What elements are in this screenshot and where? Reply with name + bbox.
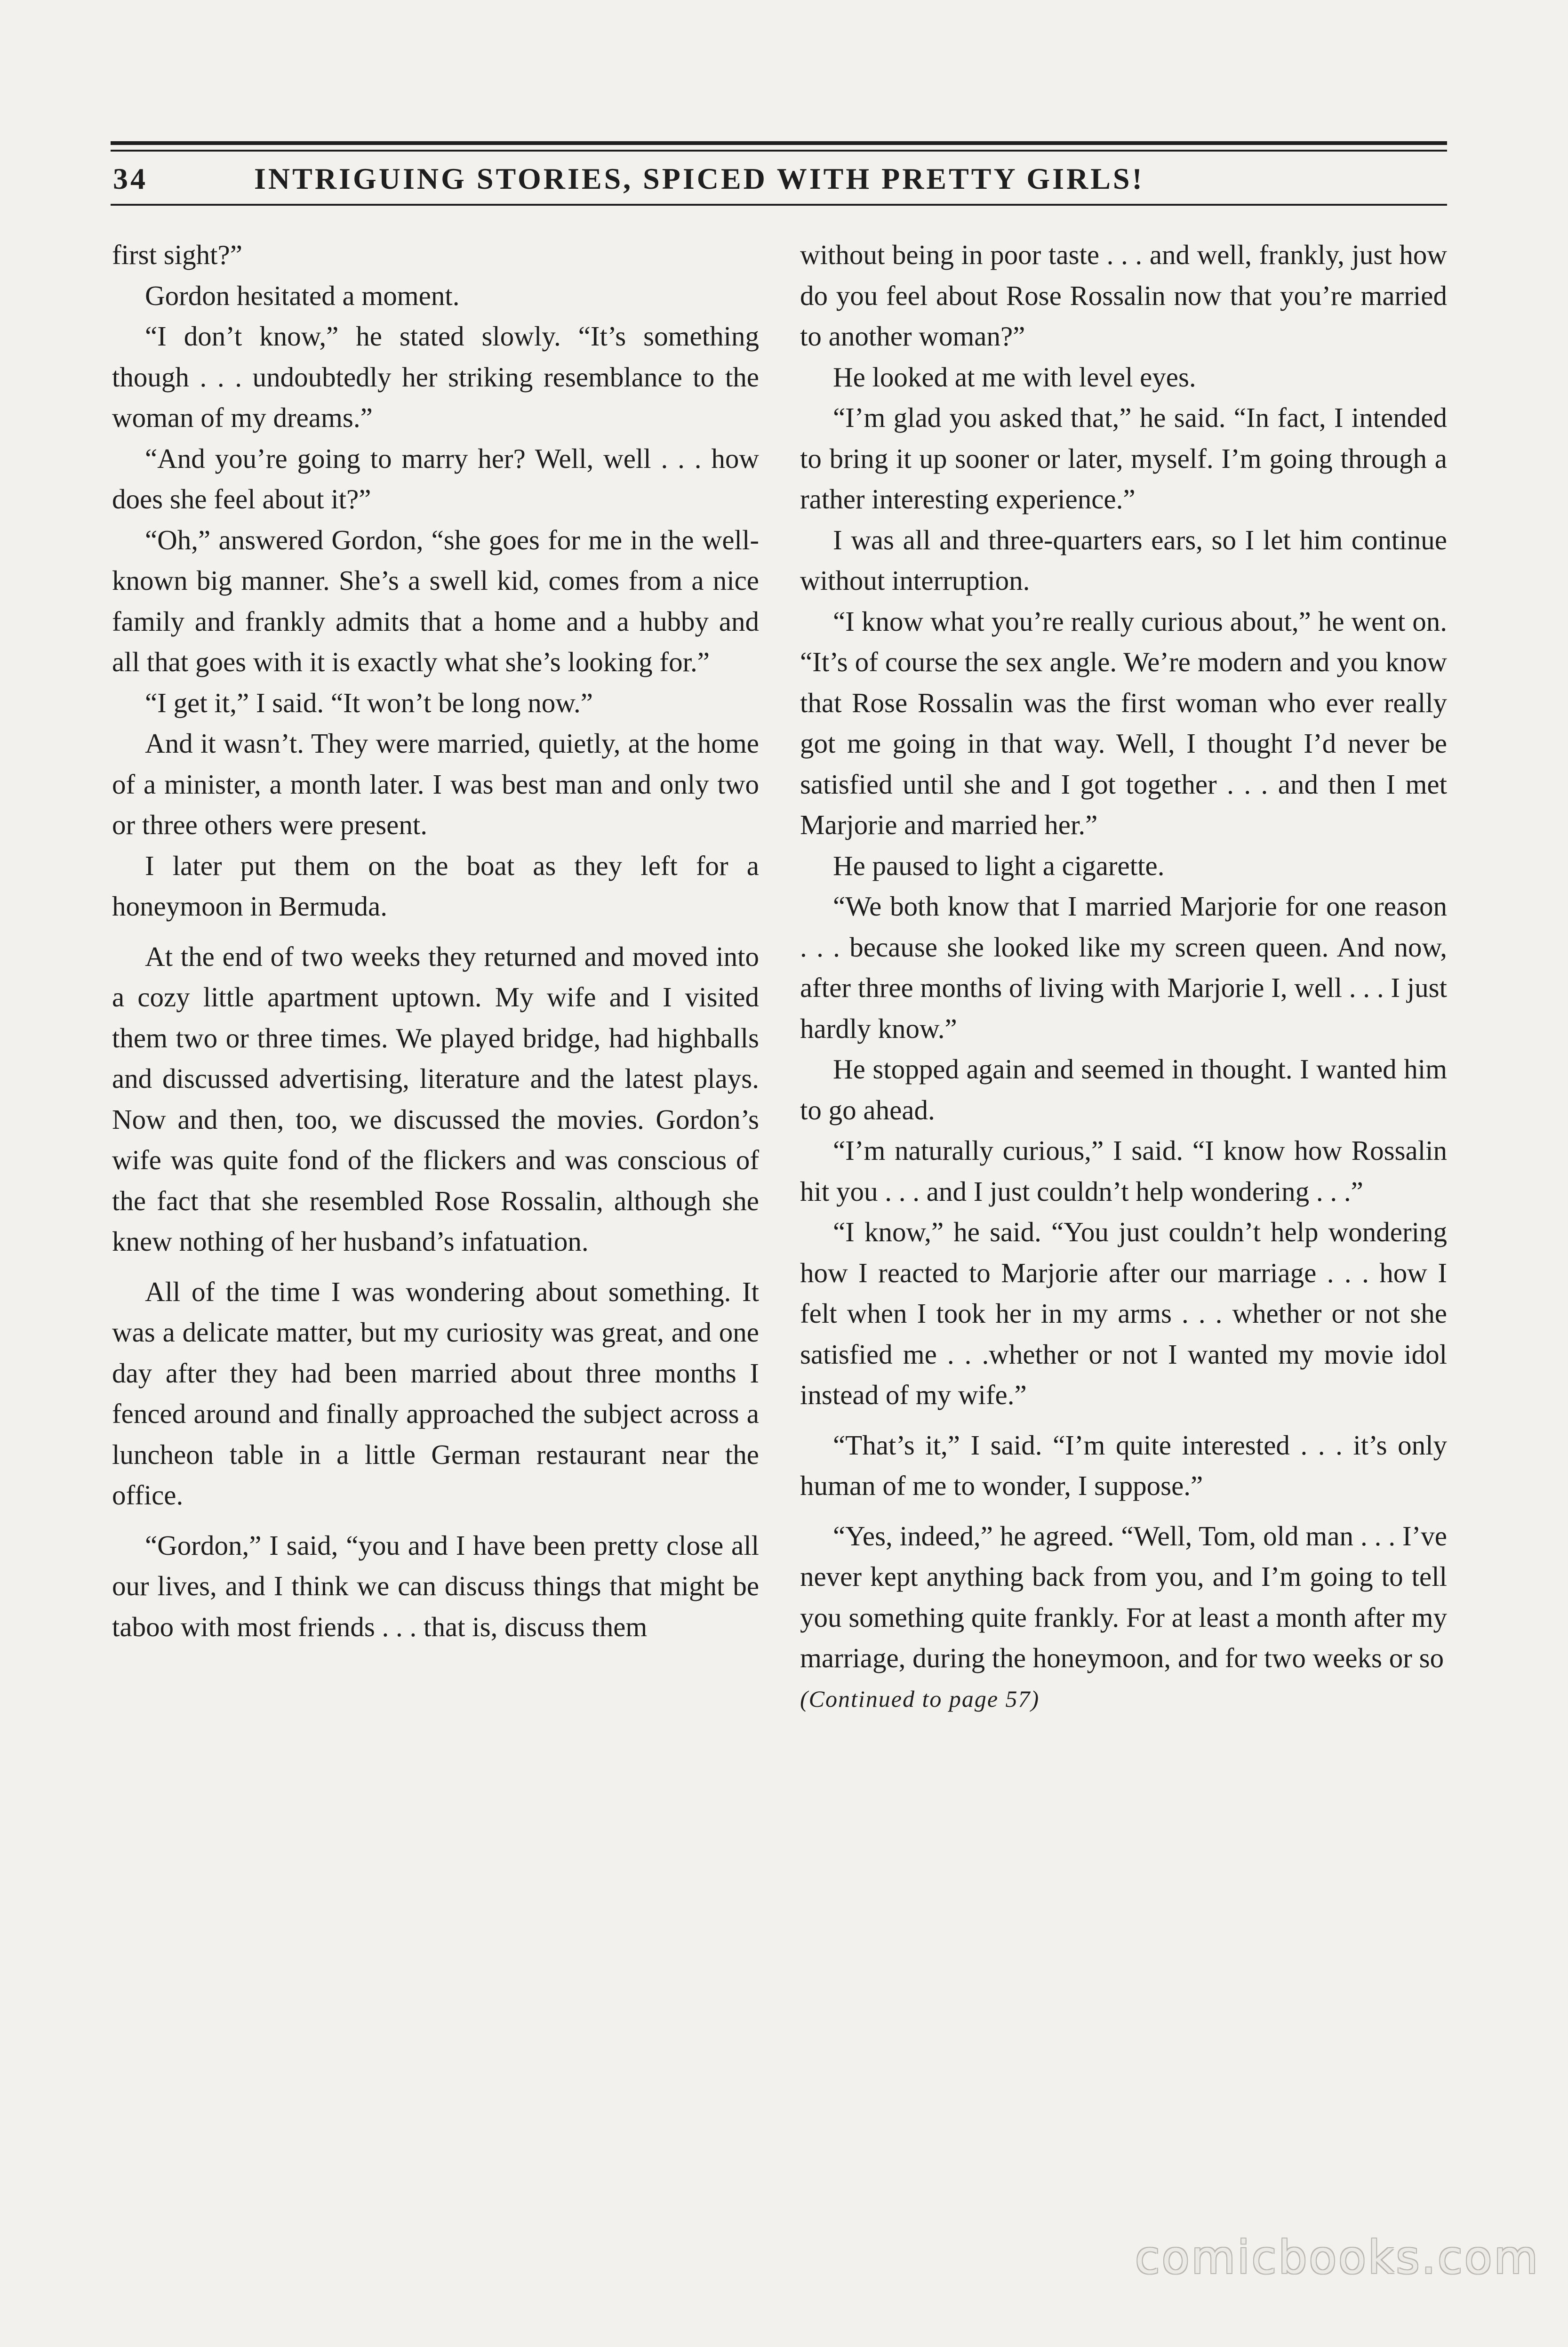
paragraph: “I’m naturally curious,” I said. “I know how Rossalin hit you . . . and I just couldn’t help wondering . . .” [800, 1135, 1447, 1207]
running-title: INTRIGUING STORIES, SPICED WITH PRETTY GIRLS! [254, 162, 1144, 195]
paragraph: All of the time I was wondering about something. It was a delicate matter, but my curiosity was great, and one day after they had been married about three months I fenced around and finally approached the subject across a luncheon table in a little German restaurant near the office. [112, 1276, 759, 1511]
paragraph: “Oh,” answered Gordon, “she goes for me in the well-known big manner. She’s a swell kid, comes from a nice family and frankly admits that a home and a hubby and all that goes with it is exactly what she’s looking for.” [112, 524, 759, 677]
paragraph: I was all and three-quarters ears, so I let him continue without interruption. [800, 524, 1447, 596]
paragraph: without being in poor taste . . . and well, frankly, just how do you feel about Rose Rossalin now that you’re married to another woman?” [800, 239, 1447, 352]
right-column [800, 234, 1447, 1719]
paragraph: “I don’t know,” he stated slowly. “It’s something though . . . undoubtedly her striking resemblance to the woman of my dreams.” [112, 321, 759, 433]
running-header [113, 158, 1449, 200]
paragraph: “I’m glad you asked that,” he said. “In fact, I intended to bring it up sooner or later, myself. I’m going through a rather interesting experience.” [800, 402, 1447, 514]
paragraph: “Gordon,” I said, “you and I have been pretty close all our lives, and I think we can discuss things that might be taboo with most friends . . . that is, discuss them [112, 1529, 759, 1642]
page-number: 34 [113, 162, 148, 195]
header-rule-top-thin [111, 150, 1447, 152]
watermark: comicbooks.com [1135, 2231, 1540, 2284]
paragraph: He stopped again and seemed in thought. I wanted him to go ahead. [800, 1053, 1447, 1125]
paragraph: “We both know that I married Marjorie for one reason . . . because she looked like my screen queen. And now, after three months of living with Marjorie I, well . . . I just hardly know.” [800, 891, 1447, 1044]
paragraph: At the end of two weeks they returned and moved into a cozy little apartment uptown. My wife and I visited them two or three times. We played bridge, had highballs and discussed advertising, literature and the latest plays. Now and then, too, we discussed the movies. Gordon’s wife was quite fond of the flickers and was conscious of the fact that she resembled Rose Rossalin, although she knew nothing of her husband’s infatuation. [112, 940, 759, 1257]
paragraph: And it wasn’t. They were married, quietly, at the home of a minister, a month later. I was best man and only two or three others were present. [112, 728, 759, 840]
paragraph: “That’s it,” I said. “I’m quite interested . . . it’s only human of me to wonder, I suppose.” [800, 1429, 1447, 1501]
continued-note: (Continued to page 57) [800, 1685, 1040, 1712]
header-rule-top [111, 141, 1447, 145]
paragraph: Gordon hesitated a moment. [145, 280, 460, 311]
paragraph: “And you’re going to marry her? Well, well . . . how does she feel about it?” [112, 442, 759, 514]
paragraph: “Yes, indeed,” he agreed. “Well, Tom, old man . . . I’ve never kept anything back from you, and I’m going to tell you something quite frankly. For at least a month after my marriage, during the honeymoon, and for two weeks or so [800, 1520, 1447, 1673]
header-rule-bottom [111, 204, 1447, 206]
paragraph: “I know what you’re really curious about,” he went on. “It’s of course the sex angle. We’re modern and you know that Rose Rossalin was the first woman who ever really got me going in that way. Well, I thought I’d never be satisfied until she and I got together . . . and then I met Marjorie and married her.” [800, 605, 1447, 840]
paragraph: first sight?” [112, 239, 242, 270]
left-column [112, 234, 759, 1647]
paragraph: “I know,” he said. “You just couldn’t help wondering how I reacted to Marjorie after our marriage . . . how I felt when I took her in my arms . . . whether or not she satisfied me . . .whether or not I wanted my movie idol instead of my wife.” [800, 1216, 1447, 1410]
paragraph: He looked at me with level eyes. [833, 361, 1196, 393]
paragraph: He paused to light a cigarette. [833, 850, 1165, 881]
paragraph: “I get it,” I said. “It won’t be long now.” [145, 687, 593, 718]
paragraph: I later put them on the boat as they left for a honeymoon in Bermuda. [112, 850, 759, 922]
